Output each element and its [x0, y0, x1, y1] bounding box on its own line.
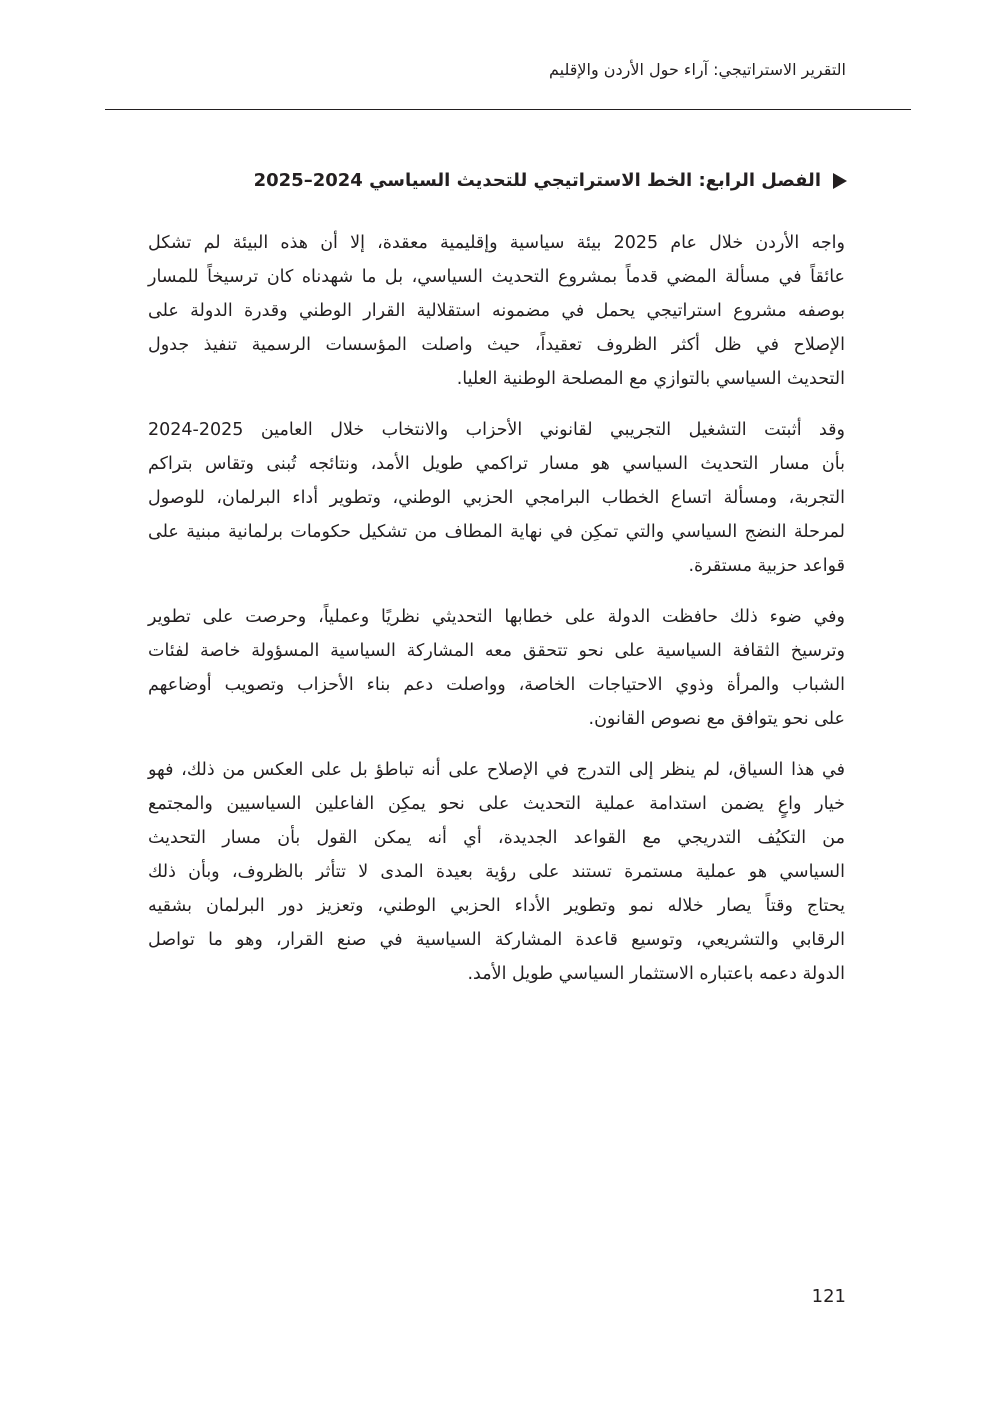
running-header: التقرير الاستراتيجي: آراء حول الأردن والإقليم [548, 60, 846, 79]
paragraph-line: وترسيخ الثقافة السياسية على نحو تتحقق معه المشاركة السياسية المسؤولة خاصة لفئات [148, 641, 845, 661]
paragraph-line: التحديث السياسي بالتوازي مع المصلحة الوطنية العليا. [456, 369, 845, 389]
paragraph-line: خيار واعٍ يضمن استدامة عملية التحديث على نحو يمكِن الفاعلين السياسيين والمجتمع [148, 794, 845, 814]
paragraph [148, 226, 845, 396]
section-heading [254, 170, 847, 191]
paragraph-line: التجربة، ومسألة اتساع الخطاب البرامجي الحزبي الوطني، وتطوير أداء البرلمان، للوصول [148, 488, 845, 508]
section-heading-text: الفصل الرابع: الخط الاستراتيجي للتحديث السياسي 2024–2025 [253, 170, 821, 191]
paragraph-line: الشباب والمرأة وذوي الاحتياجات الخاصة، وواصلت دعم بناء الأحزاب وتصويب أوضاعهم [148, 675, 845, 695]
paragraph-line: بأن مسار التحديث السياسي هو مسار تراكمي طويل الأمد، ونتائجه تُبنى وتقاس بتراكم [148, 454, 845, 474]
page-number: 121 [811, 1286, 846, 1307]
paragraph-line: قواعد حزبية مستقرة. [688, 556, 845, 576]
paragraph [148, 413, 845, 583]
paragraph-line: عائقاً في مسألة المضي قدماً بمشروع التحديث السياسي، بل ما شهدناه كان ترسيخاً للمسار [148, 267, 845, 287]
paragraph-line: في هذا السياق، لم ينظر إلى التدرج في الإصلاح على أنه تباطؤ بل على العكس من ذلك، فهو [148, 760, 845, 780]
header-rule [105, 109, 911, 110]
paragraph-line: واجه الأردن خلال عام 2025 بيئة سياسية وإقليمية معقدة، إلا أن هذه البيئة لم تشكل [148, 233, 845, 253]
paragraph-line: الدولة دعمه باعتباره الاستثمار السياسي طويل الأمد. [467, 964, 845, 984]
paragraph-line: يحتاج وقتاً يصار خلاله نمو وتطوير الأداء الحزبي الوطني، وتعزيز دور البرلمان بشقيه [148, 896, 845, 916]
paragraph-line: السياسي هو عملية مستمرة تستند على رؤية بعيدة المدى لا تتأثر بالظروف، وبأن ذلك [148, 862, 845, 882]
triangle-bullet-icon [833, 173, 847, 189]
paragraph-line: لمرحلة النضج السياسي والتي تمكِن في نهاية المطاف من تشكيل حكومات برلمانية مبنية على [148, 522, 845, 542]
paragraph-line: وقد أثبتت التشغيل التجريبي لقانوني الأحزاب والانتخاب خلال العامين 2025-2024 [148, 420, 845, 440]
paragraph-line: على نحو يتوافق مع نصوص القانون. [588, 709, 845, 729]
paragraph-line: من التكيُف التدريجي مع القواعد الجديدة، أي أنه يمكن القول بأن مسار التحديث [148, 828, 845, 848]
paragraph-line: بوصفه مشروع استراتيجي يحمل في مضمونه استقلالية القرار الوطني وقدرة الدولة على [148, 301, 845, 321]
paragraph-line: الرقابي والتشريعي، وتوسيع قاعدة المشاركة السياسية في صنع القرار، وهو ما تواصل [148, 930, 845, 950]
paragraph [148, 600, 845, 736]
paragraph-line: الإصلاح في ظل أكثر الظروف تعقيداً، حيث واصلت المؤسسات الرسمية تنفيذ جدول [148, 335, 845, 355]
paragraph-line: وفي ضوء ذلك حافظت الدولة على خطابها التحديثي نظريًا وعملياً، وحرصت على تطوير [148, 607, 845, 627]
body-text [148, 226, 845, 1008]
paragraph [148, 753, 845, 991]
